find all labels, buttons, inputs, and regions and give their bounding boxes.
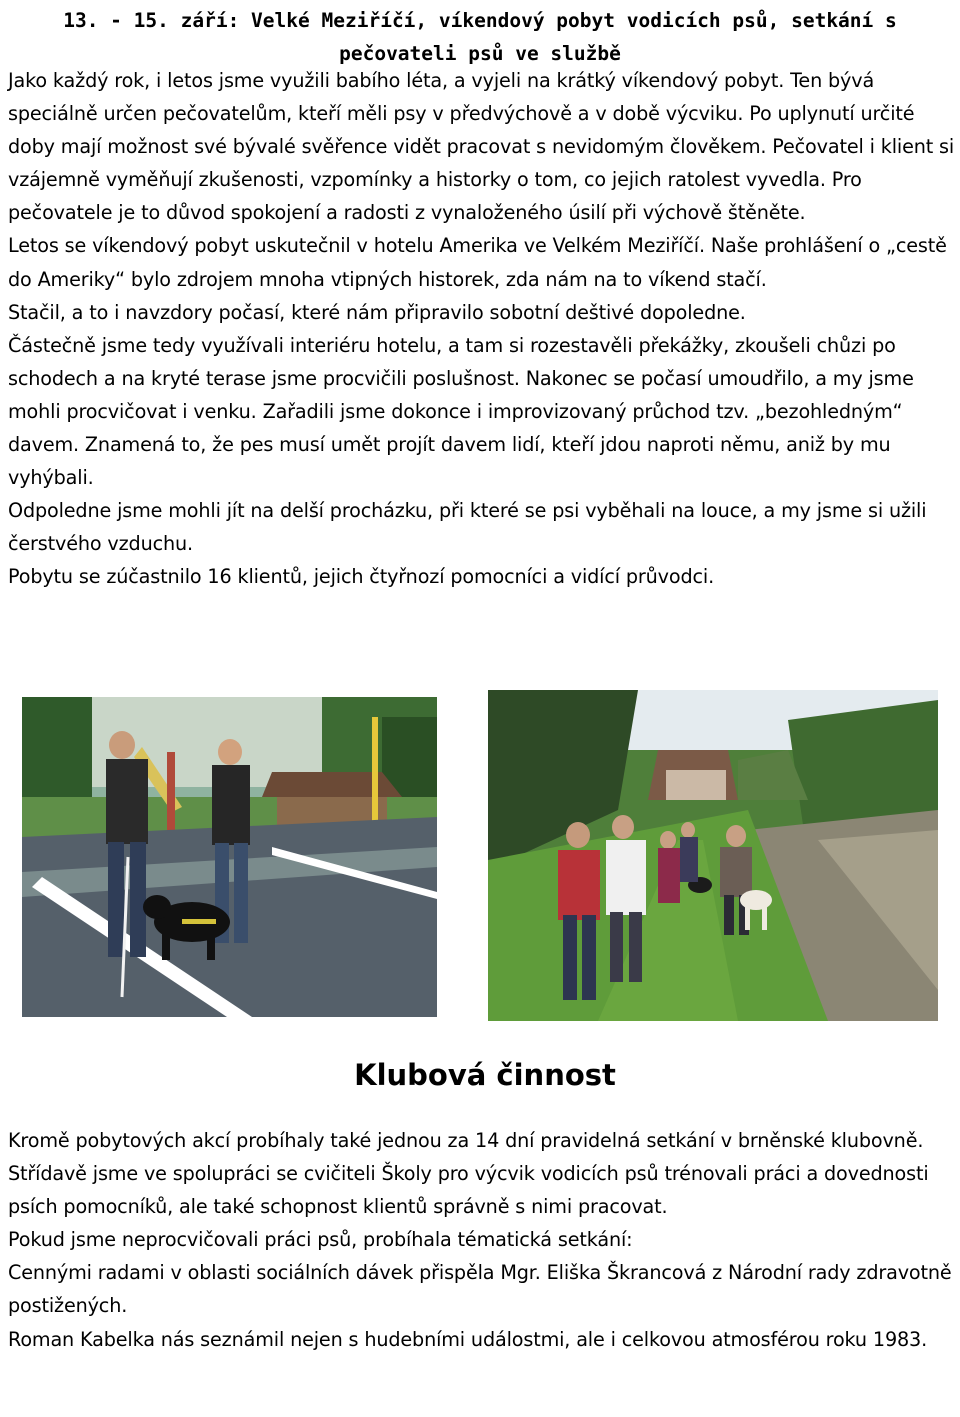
club-text — [8, 1124, 956, 1356]
event-paragraph: Letos se víkendový pobyt uskutečnil v hotelu Amerika ve Velkém Meziříčí. Naše prohlášení o „cestě do Ameriky“ bylo zdrojem mnoha vtipných historek, zda nám na to víkend stačí. — [8, 234, 947, 291]
event-paragraph: Odpoledne jsme mohli jít na delší procházku, při které se psi vyběhali na louce, a my jsme si užili čerstvého vzduchu. — [8, 499, 927, 556]
event-paragraph: Částečně jsme tedy využívali interiéru hotelu, a tam si rozestavěli překážky, zkoušeli chůzi po schodech a na kryté terase jsme procvičili poslušnost. Nakonec se počasí umoudřilo, a my jsme mohli procvičovat i venku. Zařadili jsme dokonce i improvizovaný průchod tzv. „bezohledným“ davem. Znamená to, že pes musí umět projít davem lidí, kteří jdou naproti němu, aniž by mu vyhýbali. — [8, 333, 914, 490]
club-paragraph: Roman Kabelka nás seznámil nejen s hudebními událostmi, ale i celkovou atmosférou roku 1983. — [8, 1327, 928, 1351]
photo-group-walk — [488, 690, 938, 1021]
photo-guide-dog-training — [22, 697, 437, 1017]
event-paragraph: Pobytu se zúčastnilo 16 klientů, jejich čtyřnozí pomocníci a vidící průvodci. — [8, 565, 715, 589]
club-paragraph: Kromě pobytových akcí probíhaly také jednou za 14 dní pravidelná setkání v brněnské klubovně. Střídavě jsme ve spolupráci se cvičiteli Školy pro výcvik vodicích psů trénovali práci a dovednosti psích pomocníků, ale také schopnost klientů správně s nimi pracovat. — [8, 1129, 929, 1219]
event-heading — [20, 4, 940, 70]
event-text — [8, 64, 956, 594]
club-paragraph: Cennými radami v oblasti sociálních dávek přispěla Mgr. Eliška Škrancová z Národní rady zdravotně postižených. — [8, 1261, 952, 1318]
photo-group-walk-image — [488, 690, 938, 1021]
club-paragraph: Pokud jsme neprocvičovali práci psů, probíhala tématická setkání: — [8, 1228, 633, 1252]
event-heading-line-1: 13. - 15. září: Velké Meziříčí, víkendový pobyt vodicích psů, setkání s — [63, 9, 897, 32]
event-heading-line-2: pečovateli psů ve službě — [339, 42, 621, 65]
photo-guide-dog-training-image — [22, 697, 437, 1017]
club-heading: Klubová činnost — [354, 1058, 616, 1092]
event-paragraph: Jako každý rok, i letos jsme využili babího léta, a vyjeli na krátký víkendový pobyt. Ten bývá speciálně určen pečovatelům, kteří měli psy v předvýchově a v době výcviku. Po uplynutí určité doby mají možnost své bývalé svěřence vidět pracovat s nevidomým člověkem. Pečovatel i klient si vzájemně vyměňují zkušenosti, vzpomínky a historky o tom, co jejich ratolest vyvedla. Pro pečovatele je to důvod spokojení a radosti z vynaloženého úsilí při výchově štěněte. — [8, 69, 955, 225]
event-paragraph: Stačil, a to i navzdory počasí, které nám připravilo sobotní deštivé dopoledne. — [8, 300, 746, 324]
